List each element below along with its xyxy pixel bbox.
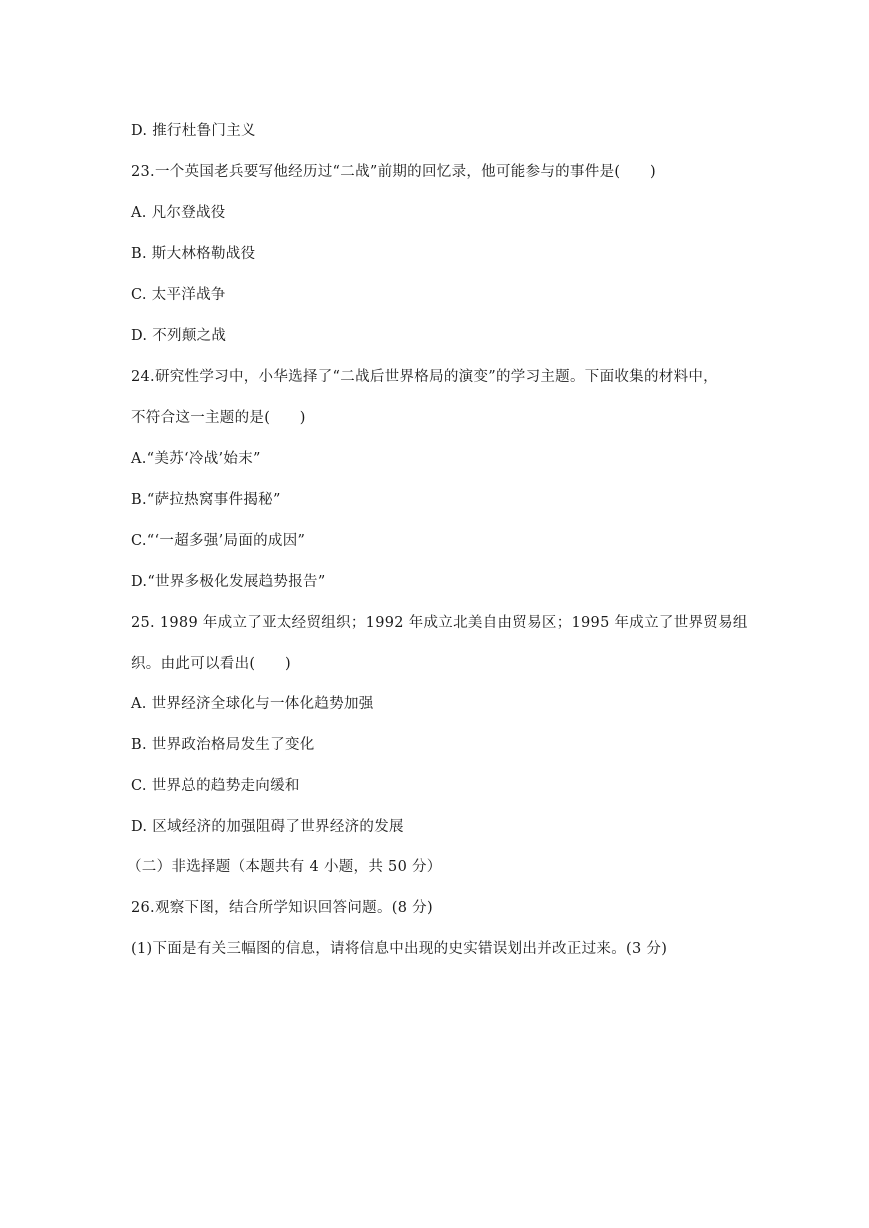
question-25-continued: 织。由此可以看出( ) [131, 656, 291, 672]
option-24-b: B.“萨拉热窝事件揭秘” [131, 492, 281, 508]
section-heading-non-choice: （二）非选择题（本题共有 4 小题，共 50 分） [127, 859, 442, 875]
option-25-a: A. 世界经济全球化与一体化趋势加强 [131, 696, 374, 712]
option-24-c: C.“‘一超多强’局面的成因” [131, 533, 306, 549]
question-25: 25. 1989 年成立了亚太经贸组织；1992 年成立北美自由贸易区；1995 年成立了世界贸易组 [131, 615, 748, 631]
option-25-d: D. 区域经济的加强阻碍了世界经济的发展 [131, 819, 404, 835]
option-22-d: D. 推行杜鲁门主义 [131, 123, 256, 139]
option-23-c: C. 太平洋战争 [131, 287, 226, 303]
option-23-b: B. 斯大林格勒战役 [131, 246, 256, 262]
option-24-d: D.“世界多极化发展趋势报告” [131, 574, 326, 590]
question-26-part-1: (1)下面是有关三幅图的信息，请将信息中出现的史实错误划出并改正过来。(3 分) [131, 941, 668, 957]
option-23-d: D. 不列颠之战 [131, 328, 227, 344]
option-25-c: C. 世界总的趋势走向缓和 [131, 778, 300, 794]
question-24-continued: 不符合这一主题的是( ) [131, 410, 306, 426]
question-26: 26.观察下图，结合所学知识回答问题。(8 分) [131, 900, 433, 916]
option-23-a: A. 凡尔登战役 [131, 205, 226, 221]
question-24: 24.研究性学习中，小华选择了“二战后世界格局的演变”的学习主题。下面收集的材料中， [131, 369, 718, 385]
question-23: 23.一个英国老兵要写他经历过“二战”前期的回忆录，他可能参与的事件是( ) [131, 164, 656, 180]
option-24-a: A.“美苏‘冷战’始末” [131, 451, 261, 467]
option-25-b: B. 世界政治格局发生了变化 [131, 737, 315, 753]
